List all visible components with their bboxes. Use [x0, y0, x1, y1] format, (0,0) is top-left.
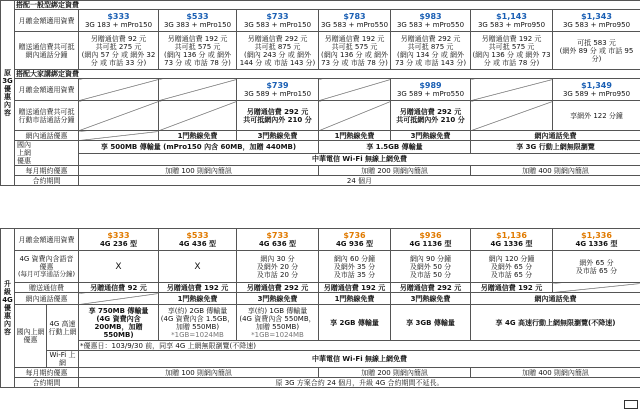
internet-label: 國內上網優惠 — [17, 141, 31, 165]
price-cell: $783 3G 583 + mPro550 — [319, 10, 391, 32]
price-cell: $739 3G 589 + mPro150 — [237, 79, 319, 101]
bonus-cell: 另贈通信費 192 元 — [159, 283, 237, 293]
g4-cell: 享 3GB 傳輸量 — [391, 305, 471, 341]
price-cell: $983 3G 583 + mPro550 — [391, 10, 471, 32]
g4-cell: 享 750MB 傳輸量 (4G 資費內含 200MB，加贈 550MB) — [79, 305, 159, 341]
voice-label-cell — [15, 251, 79, 283]
bonus-cell: 可抵 583 元 (網外 89 分 或 市話 95 分) — [553, 32, 640, 70]
wifi-cell: 中華電信 Wi-Fi 無線上網免費 — [79, 351, 640, 368]
monthly-cell: 加贈 400 則網內簡訊 — [471, 166, 640, 176]
empty-cell — [79, 131, 159, 141]
price-cell: $1,143 3G 583 + mPro950 — [471, 10, 553, 32]
monthly-cell: 加贈 400 則網內簡訊 — [471, 368, 640, 378]
g3-cell: 享 3G 行動上網無限瀏覽 — [471, 141, 640, 154]
contract-label: 合約期間 — [15, 378, 79, 388]
bonus-cell: 另贈通信費 292 元 共可抵網內外 210 分 — [237, 101, 319, 131]
fee-label-2: 月繳金額適用資費 — [15, 79, 79, 101]
bonus-cell: 享網外 122 分鐘 — [553, 101, 640, 131]
section1-header2: 搭配大家講綁定資費 — [15, 70, 640, 79]
bonus-cell: 另贈通信費 292 元 — [237, 283, 319, 293]
voice-cell: X — [159, 251, 237, 283]
price-cell: $1,343 3G 583 + mPro950 — [553, 10, 640, 32]
internet-label-cell — [15, 141, 79, 166]
free-label: 網內通話優惠 — [15, 131, 79, 141]
price-cell: $733 3G 583 + mPro150 — [237, 10, 319, 32]
bonus2-label: 贈送通信費共可抵行動市話通話分鐘 — [15, 101, 79, 131]
monthly-cell: 加贈 200 則網內簡訊 — [319, 166, 471, 176]
price-cell: $1,136 4G 1336 型 — [471, 229, 553, 251]
g4-cell: 享(約) 1GB 傳輸量 (4G 資費內含 550MB，加贈 550MB) *1GB=1024MB — [237, 305, 319, 341]
empty-cell — [79, 79, 159, 101]
bonus-cell: 另贈通信費 192 元 共可抵 575 元 (網內 136 分 或 網外 73 分 或 市話 78 分) — [471, 32, 553, 70]
bonus-cell: 另贈通信費 192 元 — [471, 283, 553, 293]
free-cell: 3門熱線免費 — [237, 131, 319, 141]
g4-label: 4G 高速行動上網 — [47, 305, 79, 351]
empty-cell — [79, 101, 159, 131]
bonus-cell: 另贈通信費 192 元 共可抵 575 元 (網內 136 分 或 網外 73 分 或 市話 78 分) — [319, 32, 391, 70]
empty-cell — [471, 101, 553, 131]
bonus-label: 贈送通信費 — [15, 283, 79, 293]
empty-cell — [553, 283, 640, 293]
price-cell: $533 4G 436 型 — [159, 229, 237, 251]
monthly-cell: 加贈 100 則網內簡訊 — [79, 166, 319, 176]
voice-label: 4G 資費內含語音優惠 — [19, 254, 74, 271]
fee-label: 月繳金額適用資費 — [15, 10, 79, 32]
price-cell: $1,349 3G 589 + mPro950 — [553, 79, 640, 101]
empty-cell — [319, 101, 391, 131]
bonus-cell: 另贈通信費 292 元 共可抵 875 元 (網內 134 分 或 網外 73 分 或 市話 143 分) — [391, 32, 471, 70]
free-cell: 3門熱線免費 — [237, 293, 319, 305]
price-cell: $736 4G 936 型 — [319, 229, 391, 251]
section1-side-label: 原3G優惠內容 — [1, 1, 15, 186]
free-cell: 1門熱線免費 — [159, 131, 237, 141]
empty-cell — [79, 293, 159, 305]
voice-sub: (每月可享通話分鐘) — [17, 269, 76, 278]
wifi-label: Wi-Fi 上網 — [47, 351, 79, 368]
voice-cell: 網內 30 分 及網外 20 分 及市話 20 分 — [237, 251, 319, 283]
empty-cell — [471, 79, 553, 101]
monthly-cell: 加贈 100 則網內簡訊 — [79, 368, 319, 378]
fee-label: 月繳金額適用資費 — [15, 229, 79, 251]
contract-label: 合約期間 — [15, 176, 79, 186]
contract-cell: 24 個月 — [79, 176, 640, 186]
voice-cell: 網內 120 分鐘 及網外 65 分 及市話 65 分 — [471, 251, 553, 283]
free-cell: 3門熱線免費 — [391, 293, 471, 305]
wifi-cell: 中華電信 Wi-Fi 無線上網免費 — [79, 153, 640, 166]
price-cell: $333 3G 183 + mPro150 — [79, 10, 159, 32]
g4-cell: 享(約) 2GB 傳輸量 (4G 資費內含 1.5GB，加贈 550MB) *1GB=1024MB — [159, 305, 237, 341]
g4-cell: 享 4G 高速行動上網無限瀏覽(不降速) — [471, 305, 640, 341]
g4-footnote: *優惠日：103/9/30 前，同享 4G 上網無限瀏覽(不降速) — [79, 341, 640, 351]
voice-cell: X — [79, 251, 159, 283]
3g-plan-table — [0, 0, 640, 186]
free-cell: 3門熱線免費 — [391, 131, 471, 141]
corner-mark-icon — [624, 400, 638, 409]
empty-cell — [159, 101, 237, 131]
bonus-cell: 另贈通信費 92 元 共可抵 275 元 (網內 57 分 或 網外 32 分 或 市話 33 分) — [79, 32, 159, 70]
price-cell: $989 3G 589 + mPro550 — [391, 79, 471, 101]
bonus-cell: 另贈通信費 192 元 — [319, 283, 391, 293]
price-cell: $733 4G 636 型 — [237, 229, 319, 251]
bonus-cell: 另贈通信費 292 元 共可抵 875 元 (網內 243 分 或 網外 144 分 或 市話 143 分) — [237, 32, 319, 70]
voice-cell: 網內 90 分鐘 及網外 50 分 及市話 50 分 — [391, 251, 471, 283]
4g-plan-table — [0, 228, 640, 388]
price-cell: $333 4G 236 型 — [79, 229, 159, 251]
voice-cell: 網外 65 分 及市話 65 分 — [553, 251, 640, 283]
empty-cell — [319, 79, 391, 101]
g3-cell: 享 500MB 傳輸量 (mPro150 內含 60MB，加贈 440MB) — [79, 141, 319, 154]
price-cell: $533 3G 383 + mPro150 — [159, 10, 237, 32]
monthly-label: 每月期約優惠 — [15, 166, 79, 176]
bonus-cell: 另贈通信費 292 元 — [391, 283, 471, 293]
bonus-cell: 另贈通信費 92 元 — [79, 283, 159, 293]
free-label: 網內通話優惠 — [15, 293, 79, 305]
bonus-cell: 另贈通信費 192 元 共可抵 575 元 (網內 136 分 或 網外 73 分 或 市話 78 分) — [159, 32, 237, 70]
contract-cell: 原 3G 方案合約 24 個月，升級 4G 合約期間不延長。 — [79, 378, 640, 388]
section2-side-label: 升級4G優惠內容 — [1, 229, 15, 388]
voice-cell: 網內 60 分鐘 及網外 35 分 及市話 35 分 — [319, 251, 391, 283]
bonus-label: 贈送通信費共可抵網內通話分鐘 — [15, 32, 79, 70]
g3-cell: 享 1.5GB 傳輸量 — [319, 141, 471, 154]
monthly-cell: 加贈 200 則網內簡訊 — [319, 368, 471, 378]
empty-cell — [159, 79, 237, 101]
price-cell: $1,336 4G 1336 型 — [553, 229, 640, 251]
price-cell: $936 4G 1136 型 — [391, 229, 471, 251]
monthly-label: 每月期約優惠 — [15, 368, 79, 378]
free-cell: 網內通話免費 — [471, 293, 640, 305]
bonus-cell: 另贈通信費 292 元 共可抵網內外 210 分 — [391, 101, 471, 131]
g4-cell: 享 2GB 傳輸量 — [319, 305, 391, 341]
free-cell: 1門熱線免費 — [159, 293, 237, 305]
free-cell: 1門熱線免費 — [319, 293, 391, 305]
free-cell: 1門熱線免費 — [319, 131, 391, 141]
section1-header: 搭配一般型綁定資費 — [15, 1, 640, 10]
internet-label: 國內上網優惠 — [15, 305, 47, 368]
free-cell: 網內通話免費 — [471, 131, 640, 141]
